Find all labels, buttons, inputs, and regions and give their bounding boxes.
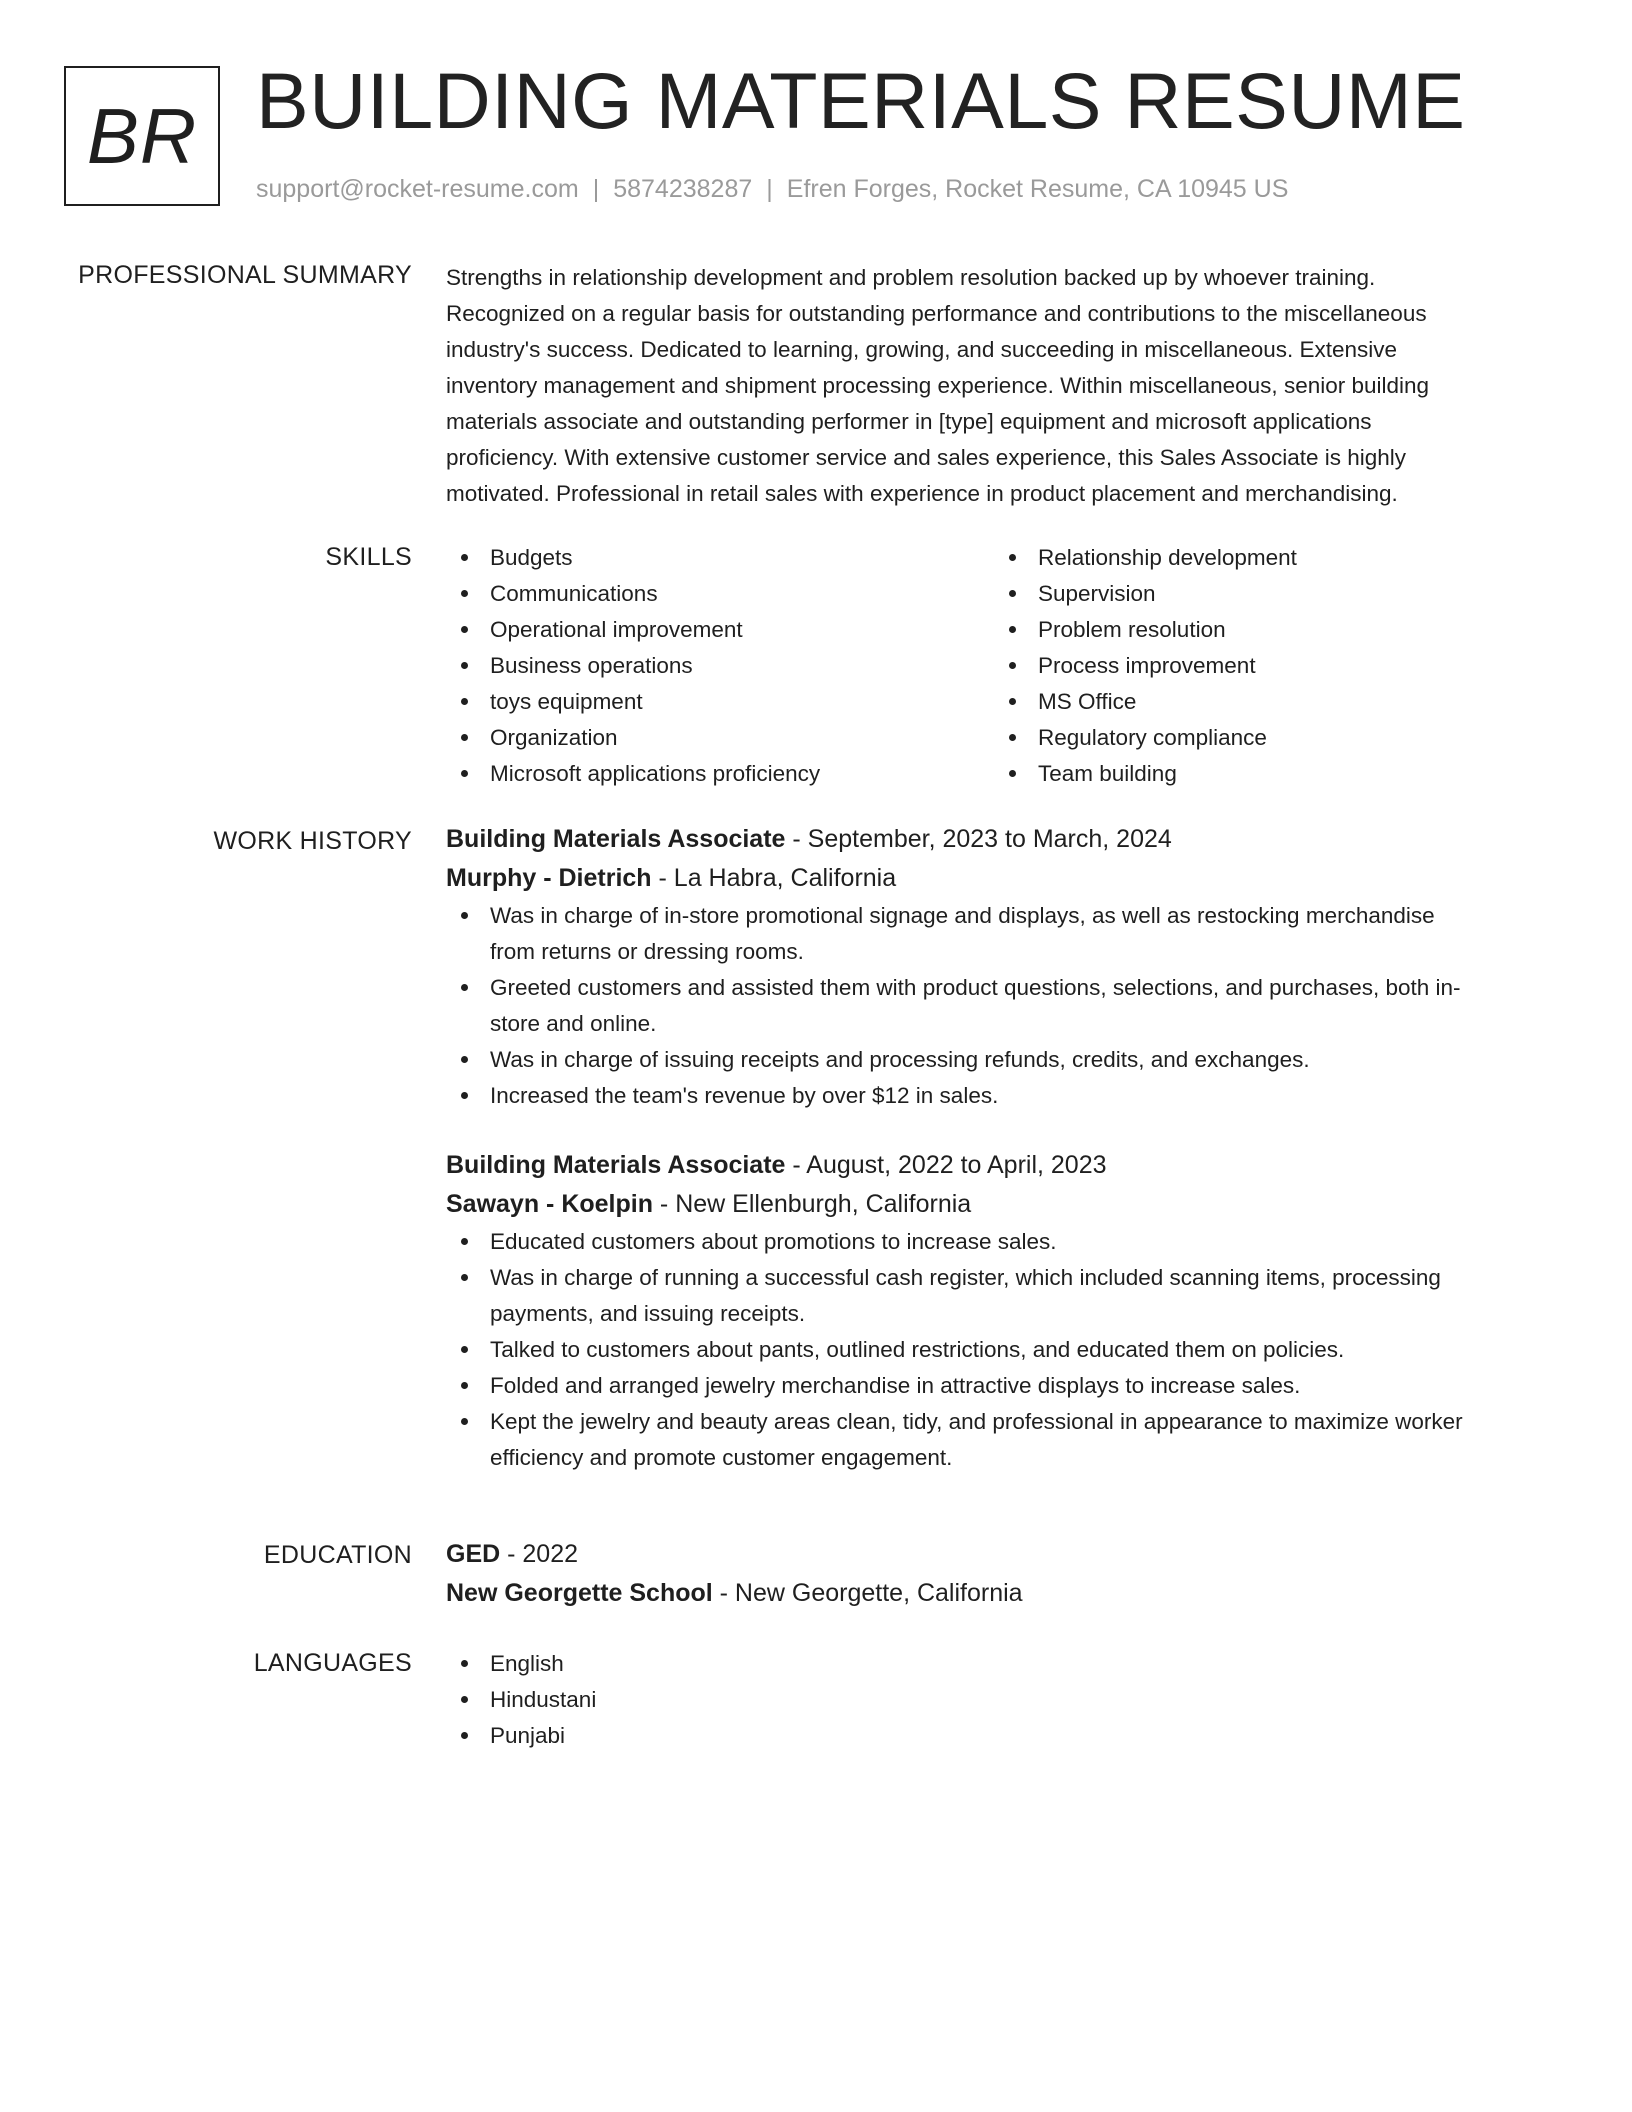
job-entry [446, 820, 1566, 1114]
skill-item: Process improvement [994, 648, 1542, 684]
job-entry [446, 1146, 1566, 1476]
skill-item: MS Office [994, 684, 1542, 720]
skill-item: toys equipment [446, 684, 994, 720]
bullet-icon [461, 1660, 468, 1667]
school-line [446, 1574, 1566, 1613]
contact-address: Efren Forges, Rocket Resume, CA 10945 US [786, 175, 1289, 203]
skill-item: Organization [446, 720, 994, 756]
bullet-icon [461, 1732, 468, 1739]
job-duty: Talked to customers about pants, outlined restrictions, and educated them on policies. [446, 1332, 1566, 1368]
job-title-line [446, 820, 1566, 859]
job-duty: Was in charge of issuing receipts and processing refunds, credits, and exchanges. [446, 1042, 1566, 1078]
school-location: - New Georgette, California [712, 1579, 1023, 1607]
bullet-icon [1009, 626, 1016, 633]
degree: GED [446, 1540, 501, 1568]
skill-item: Relationship development [994, 540, 1542, 576]
skills-body [446, 540, 1566, 792]
bullet-icon [461, 554, 468, 561]
bullet-icon [461, 734, 468, 741]
contact-email[interactable]: support@rocket-resume.com [256, 175, 579, 203]
job-title-line [446, 1146, 1566, 1185]
graduation-year: - 2022 [500, 1540, 579, 1568]
summary-line: inventory management and shipment processing experience. Within miscellaneous, senior building [446, 373, 1430, 398]
bullet-icon [461, 590, 468, 597]
resume-title: BUILDING MATERIALS RESUME [256, 56, 1466, 145]
summary-line: motivated. Professional in retail sales with experience in product placement and merchandising. [446, 481, 1398, 506]
summary-line: proficiency. With extensive customer service and sales experience, this Sales Associate is highly [446, 445, 1407, 470]
skill-item: Team building [994, 756, 1542, 792]
job-dates: - August, 2022 to April, 2023 [785, 1151, 1107, 1179]
job-company-line [446, 1185, 1566, 1224]
job-duties-list [446, 1224, 1566, 1476]
job-duty: Increased the team's revenue by over $12 in sales. [446, 1078, 1566, 1114]
bullet-icon [1009, 698, 1016, 705]
bullet-icon [461, 1418, 468, 1425]
bullet-icon [1009, 554, 1016, 561]
monogram-text: BR [86, 91, 198, 180]
languages-body [446, 1646, 1566, 1754]
section-label-summary: PROFESSIONAL SUMMARY [78, 261, 412, 289]
section-label-skills: SKILLS [325, 543, 412, 571]
contact-phone[interactable]: 5874238287 [613, 175, 753, 203]
language-item: English [446, 1646, 1566, 1682]
skill-item: Microsoft applications proficiency [446, 756, 994, 792]
job-title: Building Materials Associate [446, 825, 786, 853]
section-label-work-history: WORK HISTORY [213, 827, 412, 855]
job-company: Sawayn - Koelpin [446, 1190, 653, 1218]
summary-line: Recognized on a regular basis for outstanding performance and contributions to the miscellaneous [446, 301, 1427, 326]
skill-item: Budgets [446, 540, 994, 576]
bullet-icon [461, 984, 468, 991]
job-location: - New Ellenburgh, California [652, 1190, 972, 1218]
summary-line: Strengths in relationship development and problem resolution backed up by whoever training. [446, 265, 1376, 290]
bullet-icon [461, 1346, 468, 1353]
bullet-icon [461, 626, 468, 633]
bullet-icon [461, 770, 468, 777]
languages-list [446, 1646, 1566, 1754]
bullet-icon [461, 1092, 468, 1099]
bullet-icon [461, 1696, 468, 1703]
skill-item: Business operations [446, 648, 994, 684]
job-duty: Educated customers about promotions to increase sales. [446, 1224, 1566, 1260]
language-item: Hindustani [446, 1682, 1566, 1718]
job-duty: Kept the jewelry and beauty areas clean, tidy, and professional in appearance to maximize worker efficiency and promote customer engagement. [446, 1404, 1566, 1476]
bullet-icon [1009, 770, 1016, 777]
job-duty: Greeted customers and assisted them with product questions, selections, and purchases, both in- store and online. [446, 970, 1566, 1042]
monogram-logo [64, 66, 220, 206]
skill-item: Operational improvement [446, 612, 994, 648]
contact-separator: | [592, 175, 600, 203]
skill-item: Regulatory compliance [994, 720, 1542, 756]
job-duty: Folded and arranged jewelry merchandise in attractive displays to increase sales. [446, 1368, 1566, 1404]
bullet-icon [461, 1382, 468, 1389]
bullet-icon [461, 1274, 468, 1281]
contact-separator: | [766, 175, 773, 203]
school-name: New Georgette School [446, 1579, 713, 1607]
summary-line: materials associate and outstanding performer in [type] equipment and microsoft applications [446, 409, 1372, 434]
language-item: Punjabi [446, 1718, 1566, 1754]
section-label-education: EDUCATION [263, 1541, 412, 1569]
bullet-icon [461, 698, 468, 705]
summary-body [446, 260, 1566, 512]
degree-line [446, 1535, 1566, 1574]
job-company-line [446, 859, 1566, 898]
bullet-icon [461, 1238, 468, 1245]
summary-line: industry's success. Dedicated to learning, growing, and succeeding in miscellaneous. Extensive [446, 337, 1398, 362]
job-duty: Was in charge of in-store promotional signage and displays, as well as restocking merchandise from returns or dressing rooms. [446, 898, 1566, 970]
skill-item: Supervision [994, 576, 1542, 612]
job-title: Building Materials Associate [446, 1151, 786, 1179]
job-dates: - September, 2023 to March, 2024 [785, 825, 1172, 853]
job-duty: Was in charge of running a successful cash register, which included scanning items, processing payments, and issuing receipts. [446, 1260, 1566, 1332]
job-company: Murphy - Dietrich [446, 864, 652, 892]
section-label-languages: LANGUAGES [253, 1649, 412, 1677]
work-history-body [446, 820, 1566, 1476]
bullet-icon [1009, 734, 1016, 741]
bullet-icon [461, 1056, 468, 1063]
bullet-icon [461, 662, 468, 669]
bullet-icon [461, 912, 468, 919]
bullet-icon [1009, 590, 1016, 597]
skills-list-right [994, 540, 1542, 792]
skill-item: Problem resolution [994, 612, 1542, 648]
contact-line [256, 172, 1288, 206]
skill-item: Communications [446, 576, 994, 612]
summary-paragraph [446, 260, 1566, 512]
job-location: - La Habra, California [651, 864, 897, 892]
bullet-icon [1009, 662, 1016, 669]
job-duties-list [446, 898, 1566, 1114]
education-body [446, 1535, 1566, 1613]
skills-list-left [446, 540, 994, 792]
